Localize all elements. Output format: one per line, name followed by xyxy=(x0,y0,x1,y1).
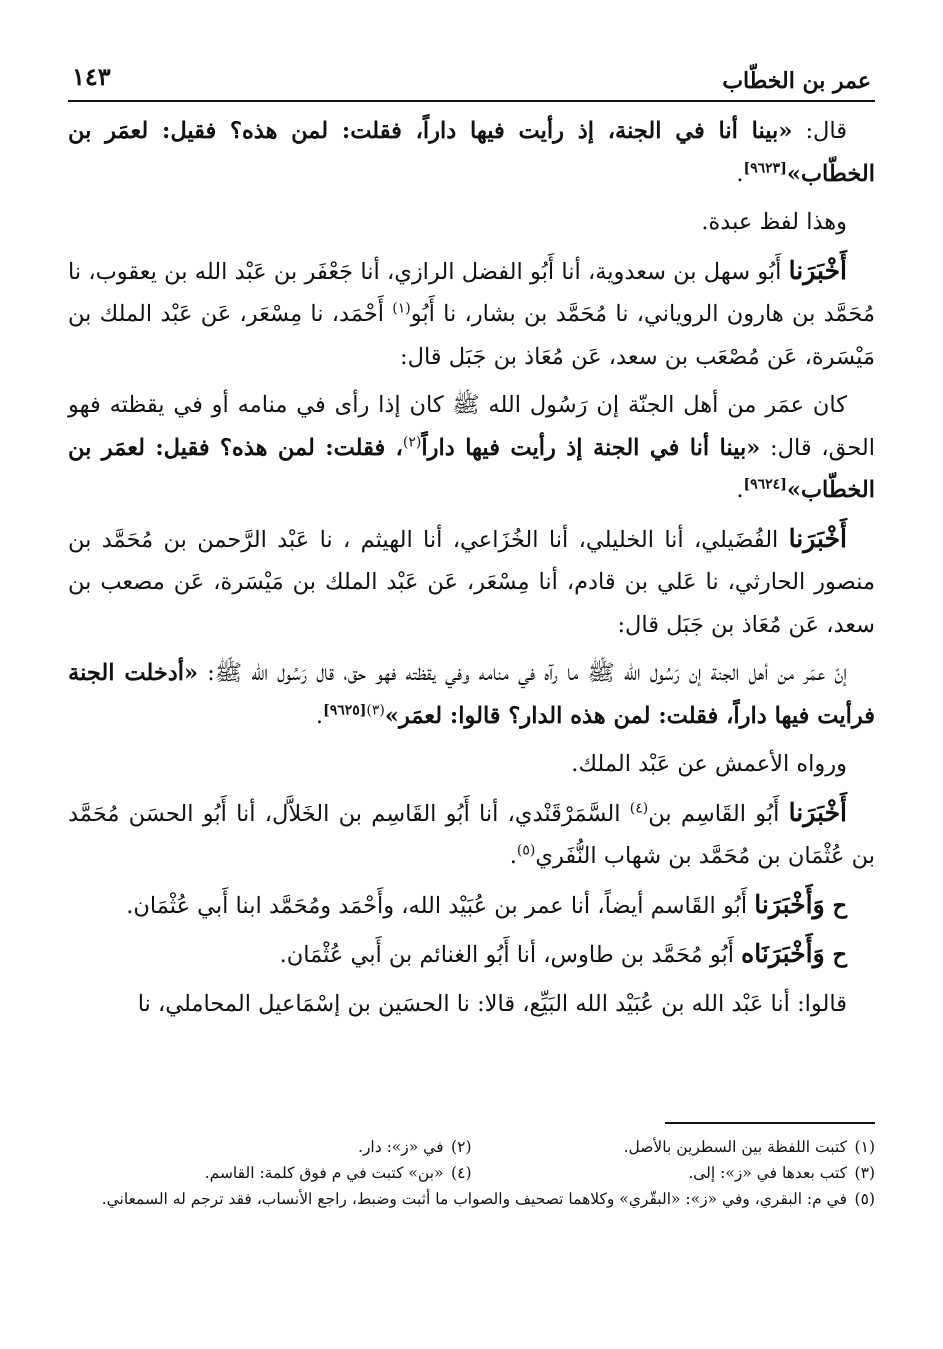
footnote-5 xyxy=(68,1186,875,1212)
footnote-ref: (٣) xyxy=(366,702,385,718)
footnote-ref: (٢) xyxy=(402,434,422,450)
hadith-number: [٩٦٢٥] xyxy=(323,702,367,718)
footnote-ref: (٥) xyxy=(516,842,536,859)
page-number: ١٤٣ xyxy=(72,62,111,91)
text: أَحْمَد، نا مِسْعَر، عَن عَبْد الملك بن مَيْسَرة، عَن مُصْعَب بن سعد، عَن مُعَاذ بن جَبَل قال: xyxy=(68,301,875,370)
footnote-number: (٢) xyxy=(451,1138,472,1156)
footnote-number: (١) xyxy=(854,1138,875,1156)
footnote-number: (٥) xyxy=(854,1190,875,1208)
footnote-text: في م: البقري، وفي «ز»: «البقّري» وكلاهما تصحيف والصواب ما أثبت وضبط، راجع الأنساب، فقد ترجم له السمعاني. xyxy=(101,1190,847,1208)
footnote-row xyxy=(68,1160,875,1186)
text: ورواه الأعمش عن عَبْد الملك. xyxy=(571,751,847,777)
footnote-text: كتب بعدها في «ز»: إلى. xyxy=(688,1164,847,1182)
footnote-text: كتبت اللفظة بين السطرين بالأصل. xyxy=(623,1138,847,1156)
footnote-ref: (٤) xyxy=(629,800,649,816)
paragraph-2 xyxy=(68,201,875,244)
akhbarana-keyword: وَأَخْبَرَنَاه xyxy=(741,939,825,968)
paragraph-11 xyxy=(68,983,875,1026)
text: أَبُو القَاسم أيضاً، أنا عمر بن عُبَيْد الله، وأَحْمَد ومُحَمَّد ابنا أَبي عُثْمَان. xyxy=(126,892,755,919)
text: أَبُو القَاسِم بن xyxy=(648,800,789,827)
text: . xyxy=(736,477,744,503)
footnote-text: في «ز»: دار. xyxy=(358,1138,444,1156)
hadith-quote: «أدخلت الجنة فرأيت فيها داراً، فقلت: لمن هذه الدار؟ قالوا: لعمَر» xyxy=(68,660,875,729)
akhbarana-keyword: وَأَخْبَرَنا xyxy=(754,889,825,919)
footnote-number: (٤) xyxy=(451,1164,472,1182)
hadith-number: [٩٦٢٣] xyxy=(743,160,787,176)
akhbarana-keyword: أَخْبَرَنا xyxy=(788,523,847,553)
text: قال: xyxy=(792,118,847,144)
footnote-2 xyxy=(68,1134,472,1160)
text: إنّ عمَر من أهل الجنة إن رَسُول الله ﷺ ما رآه في منامه وفي يقظته فهو حق، قال رَسُول الله ﷺ: xyxy=(198,660,847,686)
text: أَبُو سهل بن سعدوية، أنا أَبُو الفضل الرازي، أنا جَعْفَر بن عَبْد الله بن يعقوب، نا مُحَمَّد بن هارون الروياني، نا مُحَمَّد بن بشار، نا أَبُو xyxy=(68,258,875,327)
footnote-number: (٣) xyxy=(854,1164,875,1182)
paragraph-5 xyxy=(68,518,875,647)
footnote-row xyxy=(68,1134,875,1160)
hadith-number: [٩٦٢٤] xyxy=(743,476,787,493)
body-text xyxy=(68,110,875,1025)
paragraph-7 xyxy=(68,743,875,786)
akhbarana-keyword: أَخْبَرَنا xyxy=(788,797,847,827)
text: أَبُو مُحَمَّد بن طاوس، أنا أَبُو الغنائم بن أَبي عُثْمَان. xyxy=(279,942,742,968)
paragraph-3 xyxy=(68,250,875,379)
text: . xyxy=(315,702,324,729)
footnote-ref: (١) xyxy=(392,300,411,317)
text: السَّمَرْقَنْدي، أنا أَبُو القَاسِم بن الخَلاَّل، أنا أَبُو الحسَن مُحَمَّد بن عُثْمَان بن مُحَمَّد بن شهاب النُّفَري xyxy=(68,800,875,869)
text: وهذا لفظ عبدة. xyxy=(701,209,847,235)
paragraph-9 xyxy=(68,884,875,928)
akhbarana-keyword: أَخْبَرَنا xyxy=(788,255,847,285)
footnotes xyxy=(68,1122,875,1212)
ha-marker: ح xyxy=(824,942,847,968)
text: قالوا: أنا عَبْد الله بن عُبَيْد الله البَيِّع، قالا: نا الحسَين بن إسْمَاعيل المحاملي، نا xyxy=(137,990,847,1017)
paragraph-10 xyxy=(68,933,875,977)
footnote-text: «بن» كتبت في م فوق كلمة: القاسم. xyxy=(204,1164,444,1182)
footnote-3 xyxy=(472,1160,876,1186)
hadith-quote: «بينا أنا في الجنة إذ رأيت فيها داراً xyxy=(421,434,761,461)
footnote-1 xyxy=(472,1134,876,1160)
page-header xyxy=(68,62,875,102)
text: . xyxy=(736,160,744,187)
hadith-quote: ، فقلت: لمن هذه؟ فقيل: لعمَر بن الخطّاب» xyxy=(68,434,875,503)
footnote-divider xyxy=(665,1122,875,1124)
footnote-4 xyxy=(68,1160,472,1186)
paragraph-6 xyxy=(68,652,875,737)
text: الفُضَيلي، أنا الخليلي، أنا الخُزَاعي، أنا الهيثم ، نا عَبْد الرَّحمن بن مُحَمَّد بن منصور الحارثي، نا عَلي بن قادم، أنا مِسْعَر، عَن عَبْد الملك بن مَيْسَرة، عَن مصعب بن سعد، عَن مُعَاذ بن جَبَل قال: xyxy=(68,526,875,638)
running-title: عمر بن الخطّاب xyxy=(722,68,871,94)
paragraph-4 xyxy=(68,384,875,512)
paragraph-8 xyxy=(68,792,875,878)
ha-marker: ح xyxy=(824,892,847,919)
paragraph-1 xyxy=(68,110,875,195)
text: . xyxy=(509,843,517,869)
hadith-quote: «بينا أنا في الجنة، إذ رأيت فيها داراً، فقلت: لمن هذه؟ فقيل: لعمَر بن الخطّاب» xyxy=(68,118,875,187)
text: كان عمَر من أهل الجنّة إن رَسُول الله ﷺ كان إذا رأى في منامه أو في يقظته فهو الحق، قال: xyxy=(68,392,875,461)
